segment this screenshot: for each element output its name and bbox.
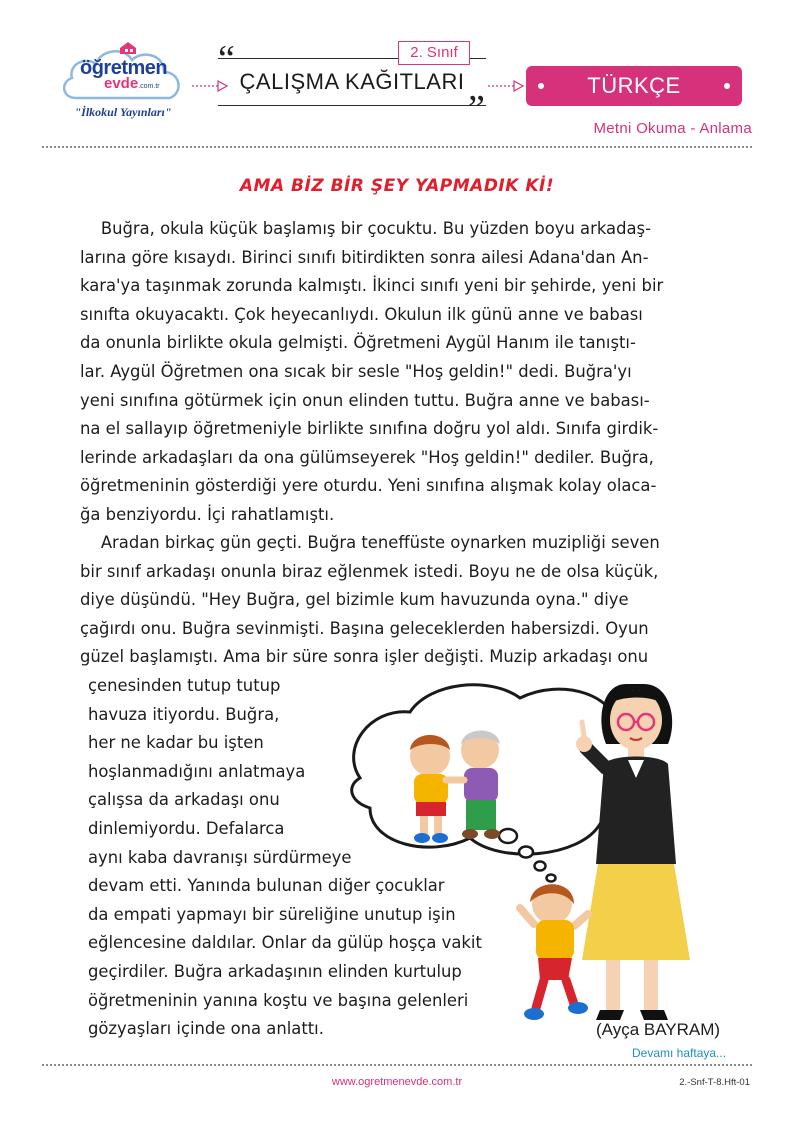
text-line: öğretmeninin gösterdiği yere oturdu. Yeni sınıfına alışmak kolay olaca- [80,476,657,496]
story-illustration [330,668,760,1048]
text-line: kara'ya taşınmak zorunda kalmıştı. İkinci sınıfı yeni bir şehirde, yeni bir [80,276,664,296]
text-line: na el sallayıp öğretmeniyle birlikte sınıfına doğru yol aldı. Sınıfa girdik- [80,419,659,439]
text-line: Buğra, okula küçük başlamış bir çocuktu. Bu yüzden boyu arkadaş- [80,219,651,238]
subject-label: TÜRKÇE [587,73,681,98]
arrow-right-icon [486,78,526,94]
logo-tagline: "İlkokul Yayınları" [74,105,172,119]
text-line: güzel başlamıştı. Ama bir süre sonra işler değişti. Muzip arkadaşı onu [80,647,649,667]
logo-wordmark-sub: evde.com.tr [104,75,160,92]
text-line: lerinde arkadaşları da ona gülümseyerek "Hoş geldin!" dediler. Buğra, [80,447,654,467]
quote-close-icon: ” [468,88,485,130]
logo-wordmark: öğretmen [80,57,168,79]
text-line: da onunla birlikte okula gelmişti. Öğretmeni Aygül Hanım ile tanıştı- [80,333,636,353]
paragraph-2 [80,529,660,672]
author-name: (Ayça BAYRAM) [596,1020,721,1039]
text-line: yeni sınıfına götürmek için onun elinden tuttu. Buğra anne ve babası- [80,390,650,410]
text-line: diye düşündü. "Hey Buğra, gel bizimle kum havuzunda oyna." diye [80,590,629,610]
continued-note: Devamı haftaya... [632,1046,727,1060]
text-line: çağırdı onu. Buğra sevinmişti. Başına geleceklerden habersizdi. Oyun [80,618,649,638]
worksheet-title-box [218,58,486,106]
text-line: havuza itiyordu. Buğra, [88,704,280,724]
text-line: da empati yapmayı bir süreliğine unutup işin [88,904,456,924]
running-boy-icon [520,884,588,1020]
footer-divider [42,1064,752,1066]
text-line: dinlemiyordu. Defalarca [88,818,285,838]
quote-open-icon: “ [218,38,235,80]
text-line: devam etti. Yanında bulunan diğer çocuklar [88,876,445,896]
text-line: hoşlanmadığını anlatmaya [88,761,306,781]
website-link[interactable]: www.ogretmenevde.com.tr [331,1076,463,1088]
document-code: 2.-Snf-T-8.Hft-01 [679,1077,750,1088]
text-line: lar. Aygül Öğretmen ona sıcak bir sesle "Hoş geldin!" dedi. Buğra'yı [80,361,632,381]
worksheet-title: ÇALIŞMA KAĞITLARI [239,69,465,94]
text-line: sınıfta okuyacaktı. Çok heyecanlıydı. Okulun ilk günü anne ve babası [80,304,643,324]
paragraph-1 [80,215,663,530]
text-line: her ne kadar bu işten [88,733,264,753]
grade-badge: 2. Sınıf [398,41,470,65]
text-line: aynı kaba davranışı sürdürmeye [88,847,352,867]
publisher-logo [58,42,188,134]
text-line: eğlencesine daldılar. Onlar da gülüp hoşça vakit [88,933,482,953]
text-line: çalışsa da arkadaşı onu [88,790,280,810]
text-line: öğretmeninin yanına koştu ve başına gelenleri [88,990,469,1010]
topic-label: Metni Okuma - Anlama [593,120,752,137]
text-line: Aradan birkaç gün geçti. Buğra teneffüste oynarken muzipliği seven [80,533,660,552]
story-title: AMA BİZ BİR ŞEY YAPMADIK Kİ! [239,176,555,196]
text-line: ğa benziyordu. İçi rahatlamıştı. [80,504,335,524]
bullet-icon [538,83,544,89]
bullet-icon [724,83,730,89]
text-line: larına göre kısaydı. Birinci sınıfı bitirdikten sonra ailesi Adana'dan An- [80,247,649,267]
text-line: gözyaşları içinde ona anlattı. [88,1019,324,1039]
subject-badge [526,66,742,106]
text-line: bir sınıf arkadaşı onunla biraz eğlenmek istedi. Boyu ne de olsa küçük, [80,561,659,581]
text-line: çenesinden tutup tutup [88,676,281,695]
header-divider [42,146,752,148]
text-line: geçirdiler. Buğra arkadaşının elinden kurtulup [88,961,462,981]
